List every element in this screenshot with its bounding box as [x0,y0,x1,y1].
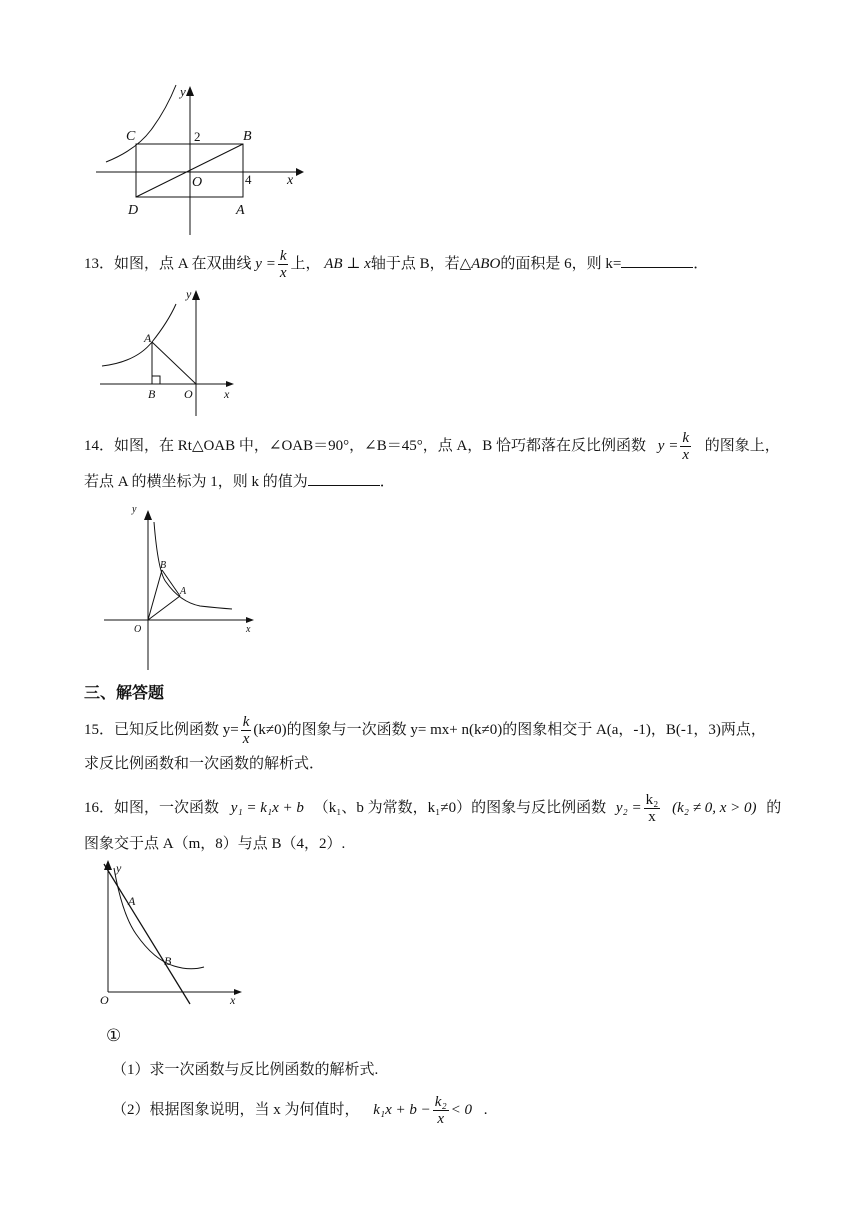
right-angle-mark [152,376,160,384]
y-axis-arrow [186,86,194,96]
q15-line2: 求反比例函数和一次函数的解析式． [84,756,325,772]
label-x: x [246,624,251,635]
q13-line1: 13．如图，点 A 在双曲线 y = $\frac{k}{x}$ 上， AB ⊥ x轴于点 B，若△ABO的面积是 6，则 k= ． [84,248,709,281]
q16-figure [96,858,246,1008]
label-o: O [134,624,142,635]
hyperbola-curve [106,85,176,162]
label-x: x [287,173,294,188]
q13-figure [96,286,238,420]
label-y: y [180,84,186,99]
line-ab [104,864,190,1004]
y-axis-arrow [144,510,152,520]
label-b: B [160,560,167,571]
q16-line1: 16．如图，一次函数 y₁ = k₁x + b （k₁、b 为常数，k₁≠0）的图象与反比例函数 y₂ = $\frac{\text{k₂}}{x}$ (k₂ ≠ 0, x > 0) 的 [84,792,782,825]
label-x: x [230,993,236,1007]
label-a: A [180,586,187,597]
answer-blank[interactable] [308,471,380,486]
q15-line1: 15．已知反比例函数 y= $\frac{k}{x}$ (k≠0)的图象与一次函数 y= mx+ n(k≠0)的图象相交于 A(a，-1)，B(-1，3)两点， [84,714,766,747]
q14-line2: 若点 A 的横坐标为 1，则 k 的值为 ． [84,470,395,494]
label-4: 4 [245,172,252,187]
q14-number: 14． [84,437,115,454]
hyperbola-curve [102,304,176,366]
segment-oa [148,596,180,620]
q14-line1: 14．如图，在 Rt△OAB 中，∠OAB＝90°，∠B＝45°，点 A，B 恰巧都落在反比例函数 y = $\frac{k}{x}$ 的图象上， [84,430,780,463]
label-o: O [184,387,193,401]
label-c: C [126,129,136,144]
x-axis-arrow [246,617,254,623]
segment-ao [152,342,196,384]
q14-fraction: $\frac{k}{x}$ [682,430,689,463]
label-b: B [243,129,252,144]
x-axis-arrow [296,168,304,176]
label-o: O [192,175,203,190]
answer-blank[interactable] [621,253,693,268]
label-2: 2 [194,129,201,144]
label-b: B [164,954,172,968]
q16-fraction: $\frac{\text{k₂}}{x}$ [645,792,659,825]
q13-number: 13． [84,255,115,272]
q15-number: 15． [84,721,115,738]
label-b: B [148,387,156,401]
q16-sub2: （2）根据图象说明，当 x 为何值时， k₁x + b − $\frac{\text{k₂}}{x}$ < 0 . [112,1094,488,1127]
label-x: x [224,387,230,401]
q16-sub1: （1）求一次函数与反比例函数的解析式. [112,1062,379,1078]
label-y: y [186,287,192,301]
label-y: y [116,861,122,875]
q12-figure [96,80,310,238]
label-a: A [236,203,245,218]
q16-sub2-fraction: $\frac{\text{k₂}}{x}$ [434,1094,447,1127]
label-o: O [100,993,109,1007]
q14-figure [100,502,260,672]
circled-one-mark: ① [106,1026,122,1045]
q16-number: 16． [84,799,115,816]
q15-fraction: $\frac{k}{x}$ [242,714,250,747]
label-a: A [128,894,136,908]
segment-ob [148,570,162,620]
segment-ab [162,570,180,596]
section-heading: 三、解答题 [84,685,165,702]
label-y: y [132,504,137,515]
label-d: D [128,203,139,218]
q16-line2: 图象交于点 A（m，8）与点 B（4，2）. [84,836,346,852]
label-a: A [144,331,152,345]
q13-fraction: $\frac{k}{x}$ [279,248,287,281]
y-axis-arrow [192,290,200,300]
